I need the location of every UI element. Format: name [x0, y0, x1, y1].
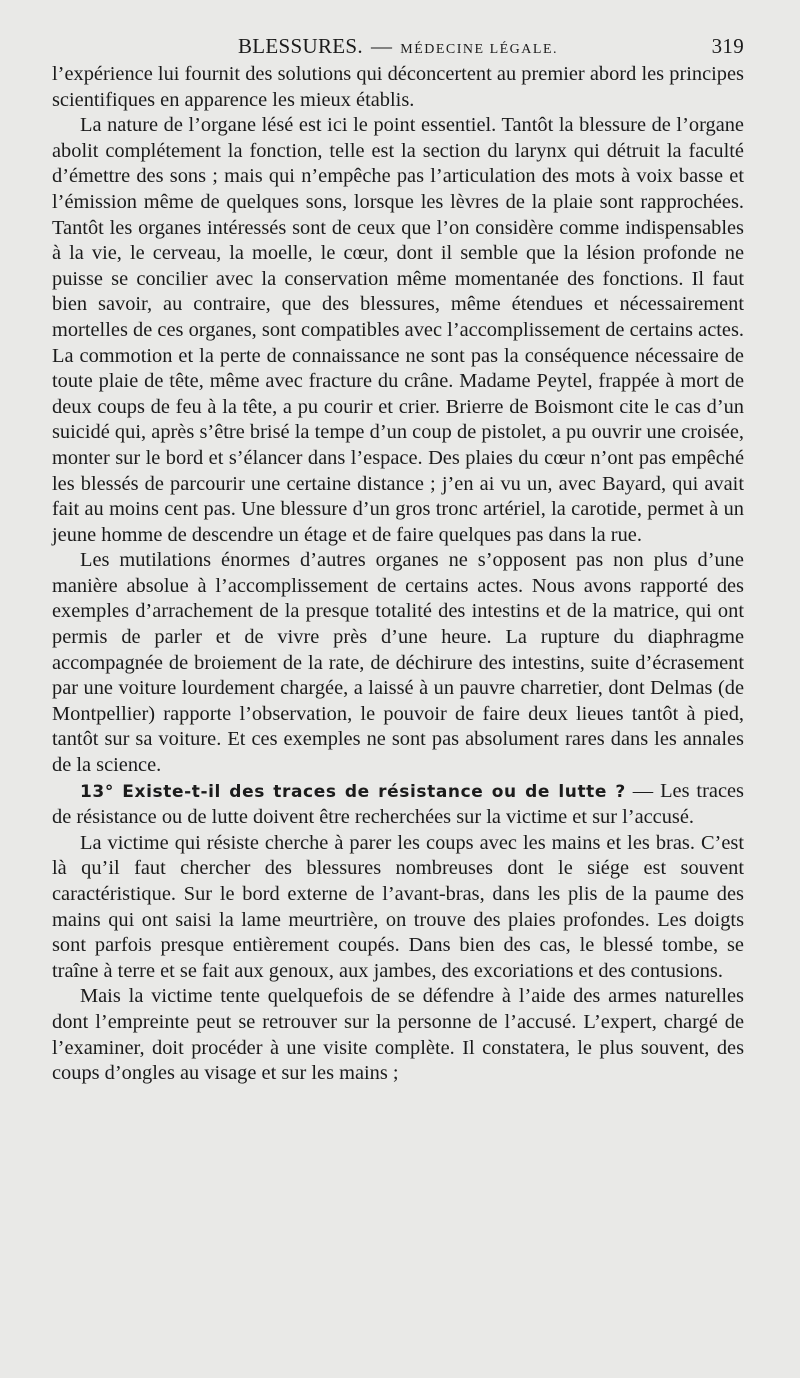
- running-title: [52, 34, 744, 59]
- section-dash: —: [625, 779, 661, 802]
- running-title-main: BLESSURES.: [237, 34, 363, 58]
- body-text: [52, 62, 744, 1087]
- running-header: [52, 32, 744, 62]
- paragraph: La victime qui résiste cherche à parer les coups avec les mains et les bras. C’est là qu’il faut chercher des blessures nombreuses dont le siége est souvent caractéristique. Sur le bord externe de l’avant-bras, dans les plis de la paume des mains qui ont saisi la lame meurtrière, on trouve des plaies profondes. Les doigts sont parfois presque entièrement coupés. Dans bien des cas, le blessé tombe, se traîne à terre et se fait aux genoux, aux jambes, des excoriations et des contusions.: [52, 831, 744, 982]
- running-title-sub: MÉDECINE LÉGALE.: [400, 42, 559, 57]
- section-lead-text: Les traces de résistance ou de lutte doivent être recherchées sur la victime et sur l’accusé.: [52, 779, 744, 829]
- paragraph: Les mutilations énormes d’autres organes ne s’opposent pas non plus d’une manière absolue à l’accomplissement de certains actes. Nous avons rapporté des exemples d’arrachement de la presque totalité des intestins et de la matrice, qui ont permis de parler et de vivre près d’une heure. La rupture du diaphragme accompagnée de broiement de la rate, de déchirure des intestins, suite d’écrasement par une voiture lourdement chargée, a laissé à un pauvre charretier, dont Delmas (de Montpellier) rapporte l’observation, le pouvoir de faire deux lieues tantôt à pied, tantôt sur sa voiture. Et ces exemples ne sont pas absolument rares dans les annales de la science.: [52, 549, 744, 777]
- section-heading: 13° Existe-t-il des traces de résistance ou de lutte ?: [80, 781, 626, 802]
- section-paragraph: [52, 779, 744, 831]
- page-number: 319: [711, 34, 744, 58]
- running-title-dash: —: [370, 34, 393, 58]
- paragraph: La nature de l’organe lésé est ici le point essentiel. Tantôt la blessure de l’organe abolit complétement la fonction, telle est la section du larynx qui détruit la faculté d’émettre des sons ; mais qui n’empêche pas l’articulation des mots à voix basse et l’émission même de quelques sons, lorsque les lèvres de la plaie sont rapprochées. Tantôt les organes intéressés sont de ceux que l’on considère comme indispensables à la vie, le cerveau, la moelle, le cœur, dont il semble que la lésion profonde ne puisse se concilier avec la conservation même momentanée des fonctions. Il faut bien savoir, au contraire, que des blessures, même étendues et nécessairement mortelles de ces organes, sont compatibles avec l’accomplissement de certains actes. La commotion et la perte de connaissance ne sont pas la conséquence nécessaire de toute plaie de tête, même avec fracture du crâne. Madame Peytel, frappée à mort de deux coups de feu à la tête, a pu courir et crier. Brierre de Boismont cite le cas d’un suicidé qui, après s’être brisé la tempe d’un coup de pistolet, a pu ouvrir une croisée, monter sur le bord et s’élancer dans l’espace. Des plaies du cœur n’ont pas empêché les blessés de parcourir une certaine distance ; j’en ai vu un, avec Bayard, qui avait fait au moins cent pas. Une blessure d’un gros tronc artériel, la carotide, permet à un jeune homme de descendre un étage et de faire quelques pas dans la rue.: [52, 114, 744, 546]
- paragraph-continued: l’expérience lui fournit des solutions qui déconcertent au premier abord les principes scientifiques en apparence les mieux établis.: [52, 63, 744, 111]
- paragraph: Mais la victime tente quelquefois de se défendre à l’aide des armes naturelles dont l’empreinte peut se retrouver sur la personne de l’accusé. L’expert, chargé de l’examiner, doit procéder à une visite complète. Il constatera, le plus souvent, des coups d’ongles au visage et sur les mains ;: [52, 985, 744, 1085]
